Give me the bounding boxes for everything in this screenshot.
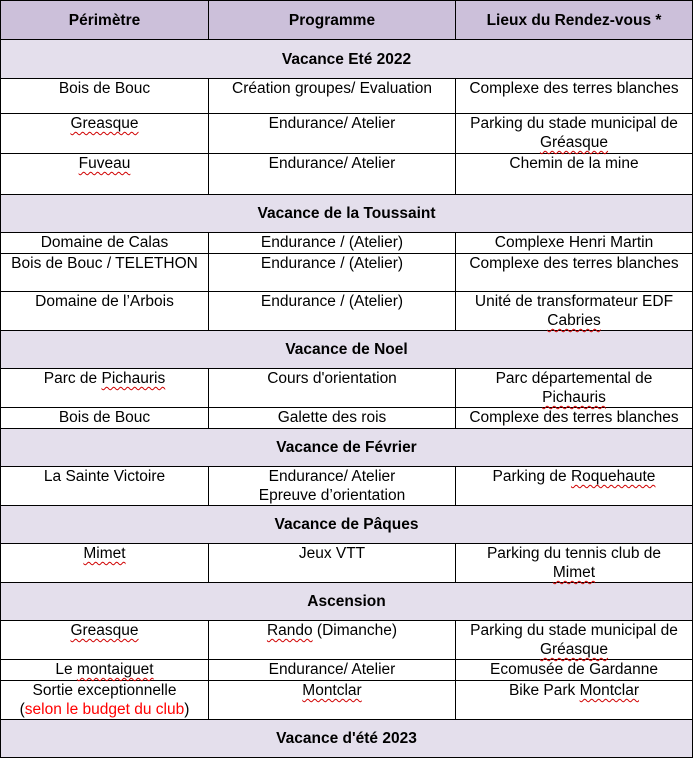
section-row (1, 720, 693, 758)
table-row (1, 660, 693, 681)
cell-text: montaiguet (76, 661, 154, 678)
cell-programme (209, 681, 456, 720)
cell-perimetre: Bois de Bouc (1, 79, 209, 114)
section-ete-2023: Vacance d'été 2023 (1, 720, 693, 758)
cell-lieu (456, 114, 693, 154)
cell-text: Parc de (43, 370, 102, 387)
cell-text: Rando (266, 622, 313, 639)
table-row (1, 79, 693, 114)
budget-note: selon le budget du club (24, 701, 185, 718)
section-row (1, 506, 693, 544)
cell-text: Parking de (492, 468, 571, 485)
cell-programme: Création groupes/ Evaluation (209, 79, 456, 114)
cell-lieu: Complexe des terres blanches (456, 408, 693, 429)
cell-lieu (456, 292, 693, 331)
table-row (1, 467, 693, 506)
cell-text: Bike Park (508, 682, 580, 699)
cell-text: Parking du tennis club de (486, 545, 662, 562)
table-row (1, 408, 693, 429)
table-row (1, 369, 693, 408)
section-row (1, 331, 693, 369)
cell-text: Le (55, 661, 77, 678)
cell-text: Parking du stade municipal de (470, 115, 678, 132)
cell-perimetre (1, 681, 209, 720)
table-row (1, 254, 693, 292)
cell-lieu (456, 621, 693, 660)
cell-text: Gréasque (539, 641, 609, 658)
cell-text: Montclar (302, 682, 362, 699)
cell-text: Sortie exceptionnelle (32, 682, 177, 699)
cell-text: Pichauris (101, 370, 166, 387)
header-programme: Programme (209, 1, 456, 40)
cell-text: Pichauris (542, 389, 606, 406)
section-fevrier: Vacance de Février (1, 429, 693, 467)
header-lieux: Lieux du Rendez-vous * (456, 1, 693, 40)
table-row (1, 681, 693, 720)
section-ete-2022: Vacance Eté 2022 (1, 40, 693, 79)
cell-perimetre (1, 660, 209, 681)
cell-perimetre: Domaine de l’Arbois (1, 292, 209, 331)
table-row (1, 233, 693, 254)
cell-text: Mimet (552, 564, 596, 581)
cell-text: (Dimanche) (312, 622, 398, 639)
cell-lieu: Complexe Henri Martin (456, 233, 693, 254)
cell-text: ( (19, 701, 25, 718)
cell-text: Greasque (70, 115, 139, 132)
section-row (1, 583, 693, 621)
cell-programme: Endurance / (Atelier) (209, 233, 456, 254)
header-row (1, 1, 693, 40)
cell-perimetre: La Sainte Victoire (1, 467, 209, 506)
section-paques: Vacance de Pâques (1, 506, 693, 544)
section-noel: Vacance de Noel (1, 331, 693, 369)
cell-programme: Jeux VTT (209, 544, 456, 583)
cell-perimetre: Domaine de Calas (1, 233, 209, 254)
cell-perimetre (1, 114, 209, 154)
section-row (1, 195, 693, 233)
cell-text: Parking du stade municipal de (470, 622, 678, 639)
cell-perimetre: Bois de Bouc / TELETHON (1, 254, 209, 292)
cell-text: Endurance/ Atelier (268, 468, 396, 485)
cell-lieu: Complexe des terres blanches (456, 254, 693, 292)
cell-perimetre (1, 621, 209, 660)
cell-perimetre (1, 154, 209, 195)
cell-programme: Endurance/ Atelier (209, 660, 456, 681)
table-row (1, 292, 693, 331)
cell-lieu (456, 681, 693, 720)
cell-programme (209, 621, 456, 660)
cell-programme: Endurance / (Atelier) (209, 292, 456, 331)
header-perimetre: Périmètre (1, 1, 209, 40)
cell-text: Unité de transformateur EDF (474, 293, 674, 310)
section-row (1, 429, 693, 467)
cell-lieu: Complexe des terres blanches (456, 79, 693, 114)
cell-programme: Endurance / (Atelier) (209, 254, 456, 292)
cell-text: Gréasque (539, 134, 609, 151)
cell-text: Parc départemental de (495, 370, 653, 387)
table-row (1, 621, 693, 660)
cell-lieu (456, 544, 693, 583)
cell-text: ) (184, 701, 190, 718)
cell-text: Fuveau (78, 155, 131, 172)
cell-programme: Cours d'orientation (209, 369, 456, 408)
section-row (1, 40, 693, 79)
cell-text: Montclar (579, 682, 640, 699)
cell-lieu (456, 467, 693, 506)
table-row (1, 544, 693, 583)
cell-lieu: Chemin de la mine (456, 154, 693, 195)
cell-programme: Endurance/ Atelier (209, 154, 456, 195)
section-toussaint: Vacance de la Toussaint (1, 195, 693, 233)
cell-perimetre: Bois de Bouc (1, 408, 209, 429)
cell-text: Epreuve d’orientation (258, 487, 406, 504)
section-ascension: Ascension (1, 583, 693, 621)
cell-programme: Endurance/ Atelier (209, 114, 456, 154)
cell-programme (209, 467, 456, 506)
cell-lieu: Ecomusée de Gardanne (456, 660, 693, 681)
cell-text: Mimet (83, 545, 126, 562)
cell-text: Roquehaute (570, 468, 656, 485)
table-row (1, 114, 693, 154)
cell-text: Cabries (547, 312, 601, 329)
cell-perimetre (1, 369, 209, 408)
cell-lieu (456, 369, 693, 408)
cell-programme: Galette des rois (209, 408, 456, 429)
cell-text: Greasque (70, 622, 139, 639)
table-row (1, 154, 693, 195)
cell-perimetre (1, 544, 209, 583)
